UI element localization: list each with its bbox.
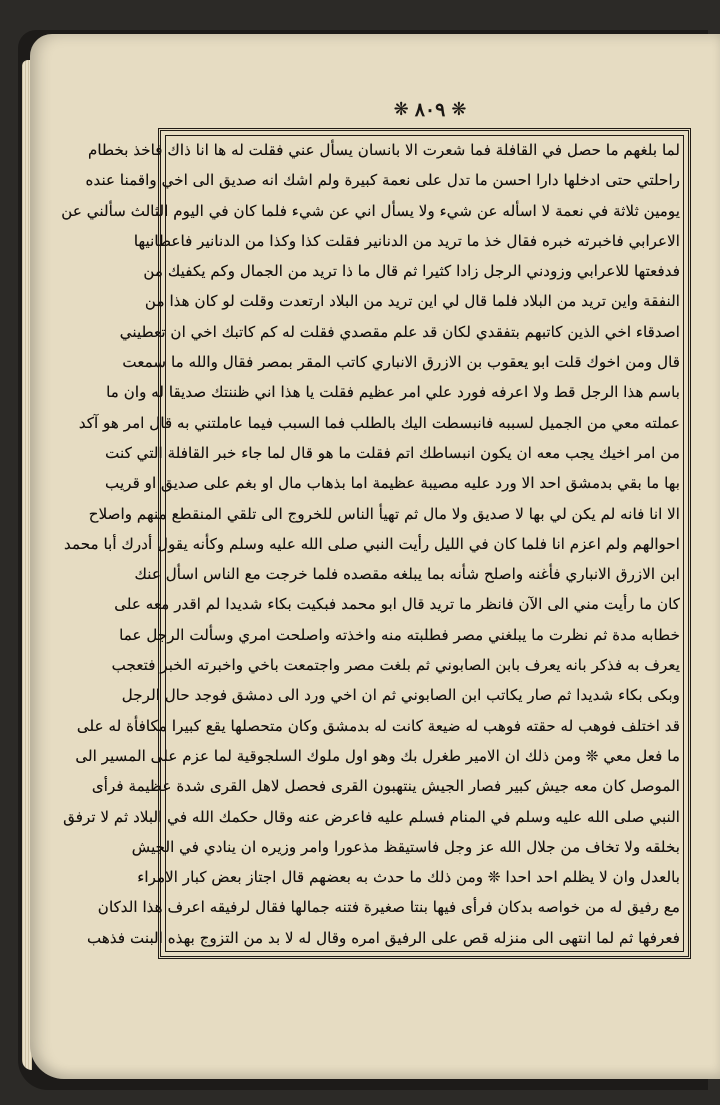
text-line: بخلقه ولا تخاف من جلال الله عز وجل فاستيقظ مذعورا وامر وزيره ان ينادي في الجيش [131,837,680,856]
text-line: احوالهم ولم اعزم انا فلما كان في الليل رأيت النبي صلى الله عليه وسلم وكأنه يقول أدرك أبا محمد [63,534,680,553]
text-line: قال ومن اخوك قلت ابو يعقوب بن الازرق الانباري كاتب المقر بمصر فقال والله ما سمعت [122,353,680,372]
text-line: يومين ثلاثة في نعمة لا اسأله عن شيء ولا يسأل اني عن شيء فلما كان في اليوم الثالث سألني عن [61,201,680,220]
text-line: النفقة واين تريد من البلاد فلما قال لي اين تريد من البلاد ارتعدت وقلت لو كان هذا من [144,292,680,311]
text-line: لما بلغهم ما حصل في القافلة فما شعرت الا بانسان يسأل عني فقلت له ها انا ذاك فاخذ بخطام [87,141,680,159]
text-line: خطابه مدة ثم نظرت ما يبلغني مصر فطلبته منه واخذته واصلحت امري وسألت الرجل عما [119,625,680,644]
text-line: راحلتي حتى ادخلها دارا احسن ما تدل على نعمة كبيرة ولم اشك انه صديق الى اخي واقمنا عنده [85,171,680,190]
text-line: من امر اخيك يجب معه ان يكون انبساطك اتم فقلت ما هو قال لما جاء خبر القافلة التي كنت [105,443,680,462]
text-line: فدفعتها للاعرابي وزودني الرجل زادا كثيرا ثم قال ما ذا تريد من الجمال وكم يكفيك من [143,262,680,281]
text-line: مع رفيق له من خواصه بدكان فرأى فيها بنتا صغيرة فتنه جمالها فقال لرفيقه اعرف هذا الدكان [97,898,680,917]
text-line: بالعدل وان لا يظلم احد احدا ❊ ومن ذلك ما حدث به بعضهم قال اجتاز بعض كبار الامراء [137,868,680,887]
text-line: النبي صلى الله عليه وسلم في المنام فسلم عليه فاعرض عنه وقال حكمك الله في البلاد ثم لا ترفق [63,807,680,826]
page-number: ٨٠٩ [414,99,446,121]
text-line: عملته معي من الجميل لسببه فانبسطت اليك بالطلب فما السبب فيما عاملتني به قال امر هو آكد [78,413,680,432]
text-line: الموصل كان معه جيش كبير فصار الجيش ينتهبون القرى فحصل لاهل القرى شدة عظيمة فرأى [91,777,680,796]
text-line: باسم هذا الرجل قط ولا اعرفه فورد علي امر عظيم فقلت يا هذا اني ظننتك صديقا له وان ما [106,383,680,402]
ornament-icon: ❋ [451,99,467,120]
text-line: كان ما رأيت مني الى الآن فانظر ما تريد قال ابو محمد فبكيت بكاء شديدا لم اقدر معه على [114,595,680,614]
text-line: اصدقاء اخي الذين كاتبهم بتفقدي لكان قد علم مقصدي فقلت له كم كاتبك اخي ان تعطيني [119,322,680,341]
text-line: ما فعل معي ❊ ومن ذلك ان الامير طغرل بك وهو اول ملوك السلجوقية لما عزم على المسير الى [75,746,680,765]
text-line: الا انا فانه لم يكن لي بها لا صديق ولا مال ثم تهيأ الناس للخروج الى تلقي المنقطع منهم واصلاح [88,504,680,523]
body-text [61,135,680,953]
text-line: قد اختلف فوهب له حقته فوهب له ضيعة كانت له بدمشق وكان متحصلها يقع كبيرا مكافأة له على [76,716,680,735]
text-line: بها ما بقي بدمشق احد الا ورد عليه مصيبة عظيمة اما بذهاب مال او بغم على صديق او قريب [105,474,680,493]
text-line: وبكى بكاء شديدا ثم صار يكاتب ابن الصابوني ثم ان اخي ورد الى دمشق فوجد حال الرجل [121,686,680,705]
text-line: يعرف به فذكر بانه يعرف بابن الصابوني ثم بلغت مصر واجتمعت باخي واخبرته الخبر فتعجب [111,656,680,675]
text-line: فعرفها ثم لما انتهى الى منزله قص على الرفيق امره وقال له لا بد من التزوج بهذه البنت فذهب [87,928,680,947]
text-frame [61,128,691,959]
ornament-icon: ❋ [393,99,409,120]
page-header [360,96,500,124]
text-line: الاعرابي فاخبرته خبره فقال خذ ما تريد من الدنانير فقلت كذا وكذا من الدنانير فاعطانيها [133,231,680,250]
text-line: ابن الازرق الانباري فأغنه واصلح شأنه بما يبلغه مقصده فلما خرجت مع الناس اسأل عنك [134,565,680,584]
